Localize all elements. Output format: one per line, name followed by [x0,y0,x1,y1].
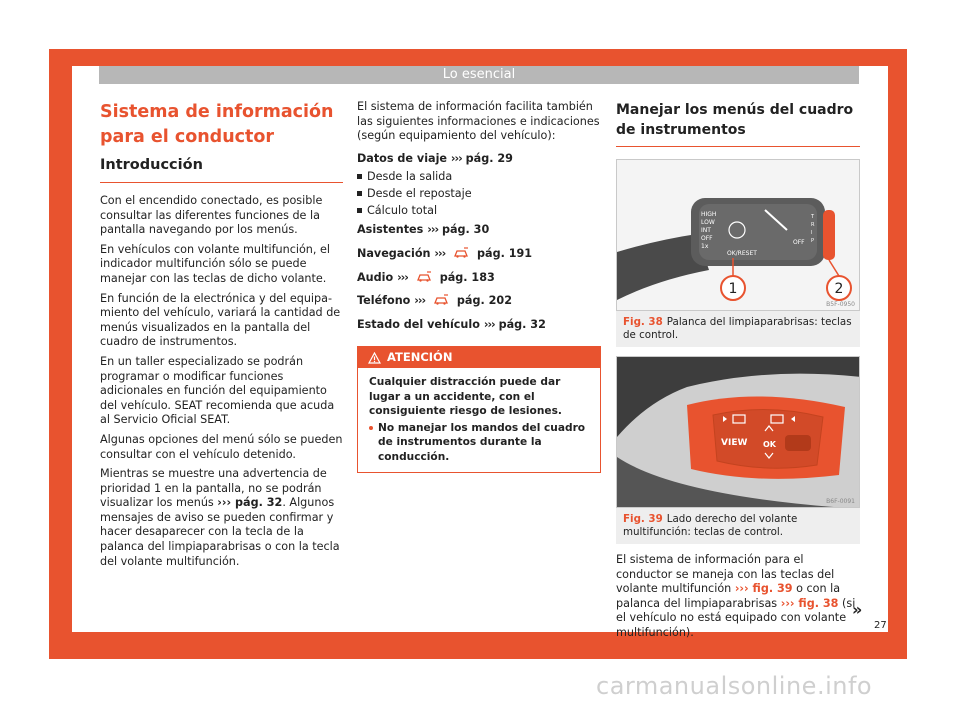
section-title: Sistema de información para el conductor [100,102,334,147]
view-label: VIEW [721,438,748,448]
toc-label: Datos de viaje [357,151,448,165]
toc-phone[interactable] [357,294,601,309]
figure-number: Fig. 38 [623,316,663,328]
page-reference: pág. 30 [441,223,490,237]
ok-reset-label: OK/RESET [727,250,757,257]
toc-vehicle-status[interactable] [357,318,601,333]
warning-text: Cualquier distracción puede dar lugar a un accidente, con el consiguiente riesgo de lesiones. [369,376,562,418]
text: o con la palanca del limpiaparabrisas [616,582,841,610]
intro-paragraph: El sistema de información facilita también las siguientes informaciones e indicaciones (según equipamiento del vehículo): [357,100,600,143]
caption-text: Lado derecho del volante multifunción: teclas de control. [623,513,798,538]
arrow-glyph: ››› [434,246,446,260]
paragraph: En vehículos con volante multifunción, el indicador multifunción sólo se puede manejar con las teclas de dicho volante. [100,242,330,285]
text: El sistema de información para el conductor se maneja con las teclas del volante multifunción [616,553,835,596]
toc-label: Teléfono [357,294,411,308]
page-reference: pág. 32 [498,317,546,331]
stalk-label: LOW [701,219,715,226]
wiper-stalk-illustration [617,160,860,311]
callout-1: 1 [728,281,738,297]
section-title: Manejar los menús del cuadro de instrumentos [616,100,860,147]
text: Mientras se muestre una advertencia de prioridad 1 en la pantalla, no se podrán visualizar los menús [100,467,327,510]
toc-label: Estado del vehículo [357,317,480,331]
warning-box [357,346,601,473]
infotainment-icon [415,271,433,282]
svg-text:T: T [811,214,815,220]
paragraph: Con el encendido conectado, es posible consultar las diferentes funciones de la pantalla navegando por los menús. [100,194,323,237]
svg-text:R: R [811,222,815,228]
toc-navigation[interactable] [357,247,601,262]
toc-label: Audio [357,270,394,284]
arrow-glyph: ››› [427,223,439,237]
svg-text:I: I [811,230,813,236]
svg-text:P: P [811,238,815,244]
callout-2: 2 [834,281,844,297]
figure-number: Fig. 39 [623,513,663,525]
paragraph [100,467,343,569]
page-number: 27 [874,620,887,631]
page-reference: pág. 29 [465,151,513,165]
warning-bullet: No manejar los mandos del cuadro de instrumentos durante la conducción. [369,421,590,465]
toc-assistants[interactable] [357,223,601,238]
steering-wheel-illustration [617,357,860,508]
stalk-label: OFF [701,235,713,242]
column-1 [100,100,343,574]
figure-39-steering-wheel [616,356,860,508]
toc-audio[interactable] [357,271,601,286]
infotainment-icon [432,294,450,305]
paragraph: En un taller especializado se podrán programar o modificar funciones adicionales en función del equipamiento del vehículo. SEAT recomienda que acuda al Servicio Oficial SEAT. [100,354,335,427]
column-3 [616,100,863,646]
toc-label: Navegación [357,246,431,260]
figure-code: B5F-0950 [826,301,855,308]
off-label: OFF [793,239,805,246]
paragraph: Algunas opciones del menú sólo se pueden consultar con el vehículo detenido. [100,432,343,461]
watermark: carmanualsonline.info [596,672,873,700]
arrow-glyph: ››› [483,317,495,331]
text: . Algunos mensajes de aviso se pueden confirmar y hacer desaparecer con la tecla de la palanca del limpiaparabrisas o con la tecla del volante multifunción. [100,496,340,568]
page-reference: pág. 191 [477,246,533,260]
figure-38-wiper-stalk [616,159,860,311]
arrow-glyph: ››› [450,151,462,165]
subsection-title: Introducción [100,156,343,183]
page-reference-link[interactable]: ››› pág. 32 [217,496,283,510]
figure-reference-link[interactable]: ››› fig. 39 [734,582,793,596]
page-reference: pág. 183 [439,270,495,284]
ok-label: OK [763,440,776,449]
page-reference: pág. 202 [456,294,512,308]
stalk-label: HIGH [701,211,717,218]
warning-triangle-icon [368,352,381,364]
list-item: Cálculo total [357,202,601,219]
warning-header [358,347,600,368]
toc-label: Asistentes [357,223,424,237]
infotainment-icon [452,247,470,258]
list-item: Desde el repostaje [357,185,601,202]
toc-trip-data[interactable] [357,152,601,167]
text: (si el vehículo no está equipado con volante multifunción). [616,596,856,639]
section-header: Lo esencial [99,66,859,84]
column-2 [357,100,601,473]
figure-code: B6F-0091 [826,498,855,505]
caption-text: Palanca del limpiaparabrisas: teclas de control. [623,316,852,341]
warning-title: ATENCIÓN [387,350,453,365]
stalk-label: 1x [701,243,709,250]
continue-marker: » [852,600,863,619]
arrow-glyph: ››› [397,270,408,284]
figure-reference-link[interactable]: ››› fig. 38 [780,596,839,610]
warning-body [358,368,600,472]
arrow-glyph: ››› [414,294,426,308]
list-item: Desde la salida [357,168,601,185]
paragraph: En función de la electrónica y del equipamiento del vehículo, variará la cantidad de menús visualizados en la pantalla del cuadro de instrumentos. [100,291,341,349]
stalk-label: INT [701,227,711,234]
figure-38-caption [616,311,860,347]
figure-39-caption [616,508,860,544]
paragraph [616,553,863,641]
